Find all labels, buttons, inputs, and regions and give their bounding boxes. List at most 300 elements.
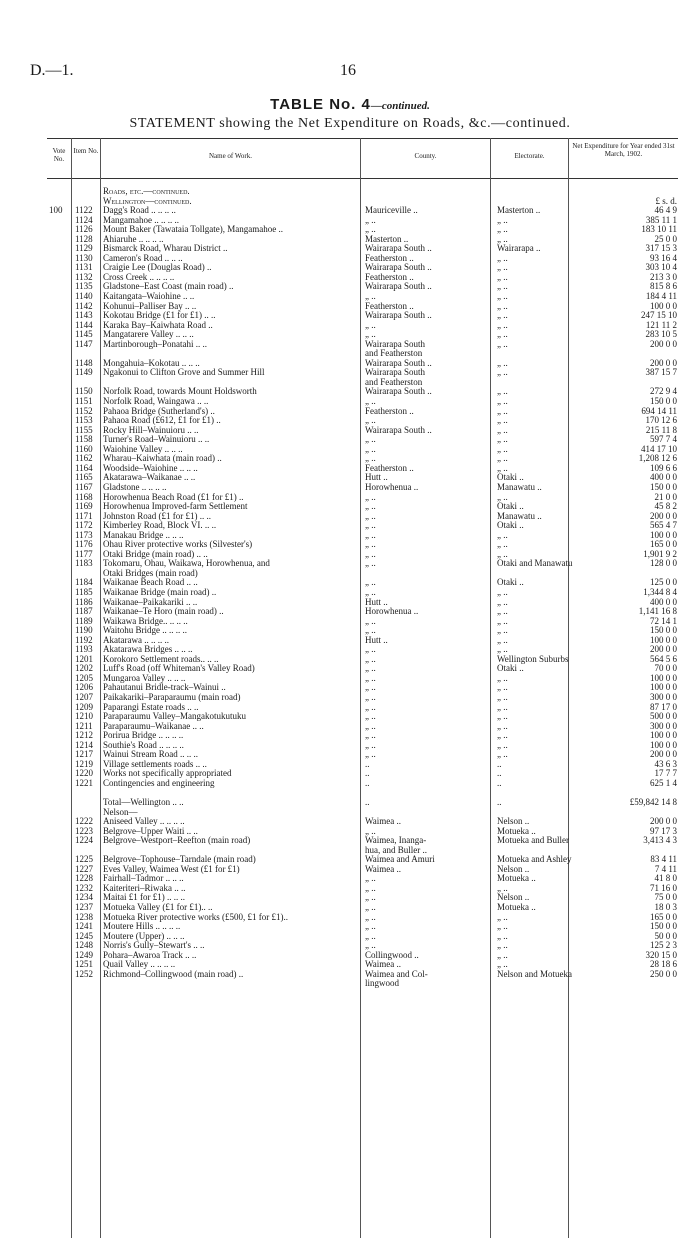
item-no-cell: 1155	[75, 424, 93, 435]
item-no-cell: 1228	[75, 873, 93, 884]
electorate-cell: Wairarapa ..	[497, 243, 541, 254]
electorate-cell: „ ..	[497, 586, 508, 597]
electorate-cell: „ ..	[497, 739, 508, 750]
work-name-cell: Woodside–Waiohine .. .. ..	[103, 462, 198, 473]
table-row	[47, 779, 678, 789]
item-no-cell: 1176	[75, 539, 93, 550]
work-name-cell: Mongahuia–Kokotau .. .. ..	[103, 357, 200, 368]
county-cell: „ ..	[365, 672, 376, 683]
amount-cell: 387 15 7	[645, 367, 677, 378]
amount-cell: 150 0 0	[650, 396, 677, 407]
electorate-cell: Motueka ..	[497, 825, 536, 836]
item-no-cell: 1227	[75, 863, 93, 874]
amount-cell: 100 0 0	[650, 682, 677, 693]
col-header-vote: Vote No.	[52, 147, 66, 163]
amount-cell: 43 6 3	[654, 758, 677, 769]
electorate-cell: „ ..	[497, 405, 508, 416]
item-no-cell: 1143	[75, 310, 93, 321]
col-header-electorate: Electorate.	[514, 152, 545, 160]
work-name-cell: Total—Wellington .. ..	[103, 797, 184, 807]
amount-cell: 200 0 0	[650, 510, 677, 521]
amount-cell: 215 11 8	[645, 424, 677, 435]
county-cell: Collingwood ..	[365, 949, 419, 960]
work-name-cell: Horowhenua Improved-farm Settlement	[103, 501, 248, 512]
item-no-cell: 1219	[75, 758, 93, 769]
amount-cell: 128 0 0	[650, 558, 677, 569]
work-name-cell: Tokomaru, Ohau, Waikawa, Horowhenua, and	[103, 558, 270, 569]
work-name-cell: Norris's Gully–Stewart's .. ..	[103, 940, 205, 951]
electorate-cell: „ ..	[497, 424, 508, 435]
electorate-cell: „ ..	[497, 386, 508, 397]
work-name-cell: Contingencies and engineering	[103, 777, 215, 788]
electorate-cell: Motueka and Buller	[497, 835, 569, 846]
work-name-cell: Roads, etc.—continued.	[103, 186, 190, 196]
county-cell: „ ..	[365, 930, 376, 941]
county-cell: „ ..	[365, 291, 376, 302]
work-name-cell: Akatarawa–Waikanae .. ..	[103, 472, 196, 483]
county-cell: „ ..	[365, 548, 376, 559]
work-name-cell: Paikakariki–Paraparaumu (main road)	[103, 691, 241, 702]
work-name-cell: Mount Baker (Tawataia Tollgate), Mangamahoe ..	[103, 224, 284, 235]
electorate-cell: „ ..	[497, 271, 508, 282]
county-cell: Wairarapa South ..	[365, 281, 432, 292]
item-no-cell: 1177	[75, 548, 93, 559]
electorate-cell: „ ..	[497, 930, 508, 941]
amount-cell: 300 0 0	[650, 691, 677, 702]
county-cell: ..	[365, 797, 370, 807]
item-no-cell: 1193	[75, 644, 93, 655]
electorate-cell: „ ..	[497, 367, 508, 378]
amount-cell: 815 8 6	[650, 281, 677, 292]
amount-cell: 100 0 0	[650, 672, 677, 683]
amount-cell: 500 0 0	[650, 711, 677, 722]
item-no-cell: 1168	[75, 491, 93, 502]
work-name-cell: Bismarck Road, Wharau District ..	[103, 243, 228, 254]
electorate-cell: „ ..	[497, 291, 508, 302]
item-no-cell: 1205	[75, 672, 93, 683]
col-header-name: Name of Work.	[208, 152, 253, 160]
county-cell: „ ..	[365, 902, 376, 913]
work-name-cell: Motueka Valley (£1 for £1).. ..	[103, 902, 213, 913]
electorate-cell: „ ..	[497, 606, 508, 617]
work-name-cell: Kohunui–Palliser Bay .. ..	[103, 300, 197, 311]
county-cell: „ ..	[365, 319, 376, 330]
electorate-cell: Manawatu ..	[497, 510, 542, 521]
amount-cell: 121 11 2	[645, 319, 677, 330]
table-row	[47, 836, 678, 846]
county-cell: „ ..	[365, 453, 376, 464]
electorate-cell: „ ..	[497, 921, 508, 932]
amount-cell: 272 9 4	[650, 386, 677, 397]
county-cell: Waimea, Inanga-	[365, 835, 427, 846]
electorate-cell: „ ..	[497, 310, 508, 321]
work-name-cell: Waitohu Bridge .. .. .. ..	[103, 625, 188, 636]
amount-cell: 283 10 5	[645, 329, 677, 340]
electorate-cell: „ ..	[497, 214, 508, 225]
item-no-cell: 1209	[75, 701, 93, 712]
item-no-cell: 1222	[75, 816, 93, 827]
item-no-cell: 1245	[75, 930, 93, 941]
item-no-cell: 1224	[75, 835, 93, 846]
amount-cell: 3,413 4 3	[643, 835, 677, 846]
item-no-cell: 1126	[75, 224, 93, 235]
electorate-cell: „ ..	[497, 415, 508, 426]
item-no-cell: 1122	[75, 205, 93, 216]
amount-cell: 400 0 0	[650, 472, 677, 483]
item-no-cell: 1225	[75, 854, 93, 865]
work-name-cell: Paparangi Estate roads .. ..	[103, 701, 199, 712]
county-cell: „ ..	[365, 940, 376, 951]
electorate-cell: Otaki and Manawatu	[497, 558, 573, 569]
statement-title: STATEMENT showing the Net Expenditure on Roads, &c.—continued.	[129, 116, 571, 131]
work-name-cell: Pahautanui Bridle-track–Wainui ..	[103, 682, 226, 693]
work-name-cell: Ohau River protective works (Silvester's)	[103, 539, 253, 550]
county-cell: „ ..	[365, 214, 376, 225]
electorate-cell: „ ..	[497, 615, 508, 626]
county-cell: Wairarapa South ..	[365, 386, 432, 397]
item-no-cell: 1162	[75, 453, 93, 464]
electorate-cell: „ ..	[497, 329, 508, 340]
electorate-cell: „ ..	[497, 682, 508, 693]
county-cell: Wairarapa South ..	[365, 310, 432, 321]
item-no-cell: 1251	[75, 959, 93, 970]
electorate-cell: Nelson ..	[497, 816, 530, 827]
item-no-cell: 1211	[75, 720, 93, 731]
item-no-cell: 1237	[75, 902, 93, 913]
amount-cell: 1,141 16 8	[638, 606, 677, 617]
item-no-cell: 1217	[75, 749, 93, 760]
table-row	[47, 368, 678, 378]
work-name-cell: Quail Valley .. .. .. ..	[103, 959, 176, 970]
county-cell: „ ..	[365, 882, 376, 893]
item-no-cell: 1152	[75, 405, 93, 416]
county-cell: Waimea ..	[365, 959, 402, 970]
amount-cell: 625 1 4	[650, 777, 677, 788]
electorate-cell: Masterton ..	[497, 205, 541, 216]
amount-cell: 46 4 9	[654, 205, 677, 216]
electorate-cell: Nelson ..	[497, 863, 530, 874]
county-cell: „ ..	[365, 644, 376, 655]
item-no-cell: 1249	[75, 949, 93, 960]
county-cell: hua, and Buller ..	[365, 844, 427, 855]
amount-cell: 28 18 6	[650, 959, 677, 970]
electorate-cell: „ ..	[497, 672, 508, 683]
work-name-cell: Norfolk Road, Waingawa .. ..	[103, 396, 209, 407]
table-row	[47, 970, 678, 980]
county-cell: Mauriceville ..	[365, 205, 418, 216]
county-cell: Featherston ..	[365, 252, 414, 263]
county-cell: „ ..	[365, 663, 376, 674]
item-no-cell: 1190	[75, 625, 93, 636]
county-cell: Horowhenua ..	[365, 606, 419, 617]
item-no-cell: 1172	[75, 520, 93, 531]
item-no-cell: 1210	[75, 711, 93, 722]
item-no-cell: 1169	[75, 501, 93, 512]
county-cell: Wairarapa South ..	[365, 357, 432, 368]
county-cell: „ ..	[365, 739, 376, 750]
county-cell: Wairarapa South	[365, 338, 426, 349]
county-cell: „ ..	[365, 921, 376, 932]
amount-cell: 200 0 0	[650, 338, 677, 349]
county-cell: „ ..	[365, 510, 376, 521]
work-name-cell: Wainui Stream Road .. .. ..	[103, 749, 199, 760]
amount-cell: 100 0 0	[650, 739, 677, 750]
item-no-cell: 1129	[75, 243, 93, 254]
amount-cell: 41 8 0	[654, 873, 677, 884]
county-cell: Wairarapa South	[365, 367, 426, 378]
amount-cell: 400 0 0	[650, 596, 677, 607]
item-no-cell: 1150	[75, 386, 93, 397]
county-cell: Wairarapa South ..	[365, 424, 432, 435]
work-name-cell: Korokoro Settlement roads.. .. ..	[103, 653, 219, 664]
county-cell: Horowhenua ..	[365, 481, 419, 492]
county-cell: lingwood	[365, 978, 400, 989]
electorate-cell: Manawatu ..	[497, 481, 542, 492]
work-name-cell: Johnston Road (£1 for £1) .. ..	[103, 510, 211, 521]
work-name-cell: Aniseed Valley .. .. .. ..	[103, 816, 185, 827]
item-no-cell: 1151	[75, 396, 93, 407]
county-cell: Featherston ..	[365, 405, 414, 416]
amount-cell: 150 0 0	[650, 625, 677, 636]
electorate-cell: „ ..	[497, 443, 508, 454]
work-name-cell: Pahaoa Bridge (Sutherland's) ..	[103, 405, 215, 416]
amount-cell: 250 0 0	[650, 968, 677, 979]
electorate-cell: Wellington Suburbs	[497, 653, 569, 664]
amount-cell: 17 7 7	[654, 768, 677, 779]
work-name-cell: Wellington—continued.	[103, 195, 192, 206]
electorate-cell: „ ..	[497, 224, 508, 235]
item-no-cell: 1234	[75, 892, 93, 903]
amount-cell: 72 14 1	[650, 615, 677, 626]
work-name-cell: Otaki Bridges (main road)	[103, 567, 198, 578]
electorate-cell: „ ..	[497, 959, 508, 970]
amount-cell: 183 10 11	[641, 224, 677, 235]
amount-cell: 125 0 0	[650, 577, 677, 588]
electorate-cell: Otaki ..	[497, 472, 524, 483]
amount-cell: 87 17 0	[650, 701, 677, 712]
table-top-rule	[47, 138, 678, 139]
electorate-cell: Motueka ..	[497, 902, 536, 913]
county-cell: „ ..	[365, 520, 376, 531]
work-name-cell: Mangamahoe .. .. .. ..	[103, 214, 179, 225]
table-title	[0, 96, 700, 114]
item-no-cell: 1184	[75, 577, 93, 588]
county-cell: and Featherston	[365, 348, 423, 359]
county-cell: „ ..	[365, 873, 376, 884]
amount-cell: 100 0 0	[650, 634, 677, 645]
county-cell: Wairarapa South ..	[365, 262, 432, 273]
county-cell: ..	[365, 777, 370, 788]
electorate-cell: „ ..	[497, 701, 508, 712]
county-cell: „ ..	[365, 749, 376, 760]
county-cell: „ ..	[365, 682, 376, 693]
county-cell: Waimea ..	[365, 816, 402, 827]
electorate-cell: „ ..	[497, 453, 508, 464]
county-cell: „ ..	[365, 396, 376, 407]
county-cell: Waimea and Amuri	[365, 854, 435, 865]
work-name-cell: Waiohine Valley .. .. ..	[103, 443, 183, 454]
work-name-cell: Pahaoa Road (£612, £1 for £1) ..	[103, 415, 221, 426]
amount-cell: 200 0 0	[650, 816, 677, 827]
electorate-cell: Nelson ..	[497, 892, 530, 903]
work-name-cell: Waikawa Bridge.. .. .. ..	[103, 615, 188, 626]
amount-cell: 385 11 1	[645, 214, 677, 225]
work-name-cell: Southie's Road .. .. .. ..	[103, 739, 184, 750]
county-cell: and Featherston	[365, 376, 423, 387]
work-name-cell: Karaka Bay–Kaiwhata Road ..	[103, 319, 213, 330]
county-cell: „ ..	[365, 224, 376, 235]
amount-cell: 100 0 0	[650, 730, 677, 741]
item-no-cell: 1145	[75, 329, 93, 340]
item-no-cell: 1185	[75, 586, 93, 597]
county-cell: „ ..	[365, 691, 376, 702]
amount-cell: 564 5 6	[650, 653, 677, 664]
work-name-cell: Mangatarere Valley .. .. ..	[103, 329, 194, 340]
item-no-cell: 1160	[75, 443, 93, 454]
electorate-cell: Motueka and Ashley	[497, 854, 572, 865]
amount-cell: 565 4 7	[650, 520, 677, 531]
item-no-cell: 1149	[75, 367, 93, 378]
work-name-cell: Village settlements roads .. ..	[103, 758, 207, 769]
electorate-cell: ..	[497, 797, 502, 807]
work-name-cell: Turner's Road–Wainuioru .. ..	[103, 434, 210, 445]
work-name-cell: Rocky Hill–Wainuioru .. ..	[103, 424, 199, 435]
county-cell: „ ..	[365, 529, 376, 540]
item-no-cell: 1214	[75, 739, 93, 750]
county-cell: „ ..	[365, 501, 376, 512]
item-no-cell: 1158	[75, 434, 93, 445]
item-no-cell: 1192	[75, 634, 93, 645]
electorate-cell: „ ..	[497, 252, 508, 263]
electorate-cell: „ ..	[497, 730, 508, 741]
electorate-cell: „ ..	[497, 691, 508, 702]
item-no-cell: 1131	[75, 262, 93, 273]
county-cell: „ ..	[365, 491, 376, 502]
amount-cell: 1,901 9 2	[643, 548, 677, 559]
item-no-cell: 1167	[75, 481, 93, 492]
county-cell: „ ..	[365, 329, 376, 340]
electorate-cell: „ ..	[497, 949, 508, 960]
item-no-cell: 1135	[75, 281, 93, 292]
work-name-cell: Gladstone .. .. .. ..	[103, 481, 167, 492]
work-name-cell: Belgrove–Upper Waiti .. ..	[103, 825, 198, 836]
electorate-cell: ..	[497, 758, 502, 769]
amount-cell: 320 15 0	[645, 949, 677, 960]
electorate-cell: „ ..	[497, 281, 508, 292]
amount-cell: 97 17 3	[650, 825, 677, 836]
item-no-cell: 1164	[75, 462, 93, 473]
county-cell: „ ..	[365, 730, 376, 741]
electorate-cell: „ ..	[497, 720, 508, 731]
electorate-cell: „ ..	[497, 711, 508, 722]
work-name-cell: Cross Creek .. .. .. ..	[103, 271, 175, 282]
item-no-cell: 1202	[75, 663, 93, 674]
item-no-cell: 1212	[75, 730, 93, 741]
electorate-cell: ..	[497, 777, 502, 788]
electorate-cell: Nelson and Motueka	[497, 968, 572, 979]
amount-cell: 21 0 0	[654, 491, 677, 502]
work-name-cell: Wharau–Kaiwhata (main road) ..	[103, 453, 222, 464]
work-name-cell: Motueka River protective works (£500, £1 for £1)..	[103, 911, 288, 922]
electorate-cell: Motueka ..	[497, 873, 536, 884]
work-name-cell: Cameron's Road .. .. ..	[103, 252, 183, 263]
item-no-cell: 1241	[75, 921, 93, 932]
item-no-cell: 1207	[75, 691, 93, 702]
work-name-cell: Kaitangata–Waiohine .. ..	[103, 291, 195, 302]
vote-no-cell: 100	[49, 205, 63, 216]
item-no-cell: 1124	[75, 214, 93, 225]
county-cell: „ ..	[365, 892, 376, 903]
work-name-cell: Manakau Bridge .. .. ..	[103, 529, 184, 540]
electorate-cell: „ ..	[497, 434, 508, 445]
item-no-cell: 1153	[75, 415, 93, 426]
county-cell: Waimea and Col-	[365, 968, 428, 979]
work-name-cell: Luff's Road (off Whiteman's Valley Road)	[103, 663, 255, 674]
work-name-cell: Craigie Lee (Douglas Road) ..	[103, 262, 212, 273]
amount-cell: 100 0 0	[650, 529, 677, 540]
expenditure-table	[47, 138, 678, 1238]
electorate-cell: „ ..	[497, 625, 508, 636]
amount-cell: 247 15 10	[641, 310, 677, 321]
amount-cell: 83 4 11	[650, 854, 677, 865]
county-cell: „ ..	[365, 539, 376, 550]
electorate-cell: Otaki ..	[497, 501, 524, 512]
county-cell: „ ..	[365, 701, 376, 712]
item-no-cell: 1147	[75, 338, 93, 349]
page-reference: D.—1.	[30, 62, 74, 79]
county-cell: „ ..	[365, 711, 376, 722]
item-no-cell: 1142	[75, 300, 93, 311]
table-row	[47, 340, 678, 350]
work-name-cell: Paraparaumu–Waikanae .. ..	[103, 720, 204, 731]
amount-cell: 165 0 0	[650, 539, 677, 550]
electorate-cell: „ ..	[497, 338, 508, 349]
col-header-county: County.	[414, 152, 437, 160]
work-name-cell: Waikanae–Te Horo (main road) ..	[103, 606, 224, 617]
item-no-cell: 1221	[75, 777, 93, 788]
county-cell: Featherston ..	[365, 300, 414, 311]
county-cell: Masterton ..	[365, 233, 409, 244]
amount-cell: 414 17 10	[641, 443, 677, 454]
item-no-cell: 1173	[75, 529, 93, 540]
work-name-cell: Otaki Bridge (main road) .. ..	[103, 548, 208, 559]
amount-cell: 1,344 8 4	[643, 586, 677, 597]
work-name-cell: Ahiaruhe .. .. .. ..	[103, 233, 164, 244]
county-cell: ..	[365, 758, 370, 769]
item-no-cell: 1189	[75, 615, 93, 626]
electorate-cell: Otaki ..	[497, 520, 524, 531]
county-cell: „ ..	[365, 615, 376, 626]
electorate-cell: „ ..	[497, 357, 508, 368]
electorate-cell: „ ..	[497, 319, 508, 330]
amount-cell: 213 3 0	[650, 271, 677, 282]
amount-cell: 70 0 0	[654, 663, 677, 674]
electorate-cell: Otaki ..	[497, 663, 524, 674]
item-no-cell: 1232	[75, 882, 93, 893]
county-cell: Hutt ..	[365, 596, 388, 607]
county-cell: Waimea ..	[365, 863, 402, 874]
amount-cell: 303 10 4	[645, 262, 677, 273]
amount-cell: 100 0 0	[650, 300, 677, 311]
electorate-cell: „ ..	[497, 596, 508, 607]
electorate-cell: „ ..	[497, 491, 508, 502]
item-no-cell: 1165	[75, 472, 93, 483]
electorate-cell: „ ..	[497, 644, 508, 655]
table-title-main: TABLE No. 4	[270, 96, 371, 113]
work-name-cell: Works not specifically appropriated	[103, 768, 232, 779]
table-body	[47, 187, 678, 989]
county-cell: Hutt ..	[365, 634, 388, 645]
